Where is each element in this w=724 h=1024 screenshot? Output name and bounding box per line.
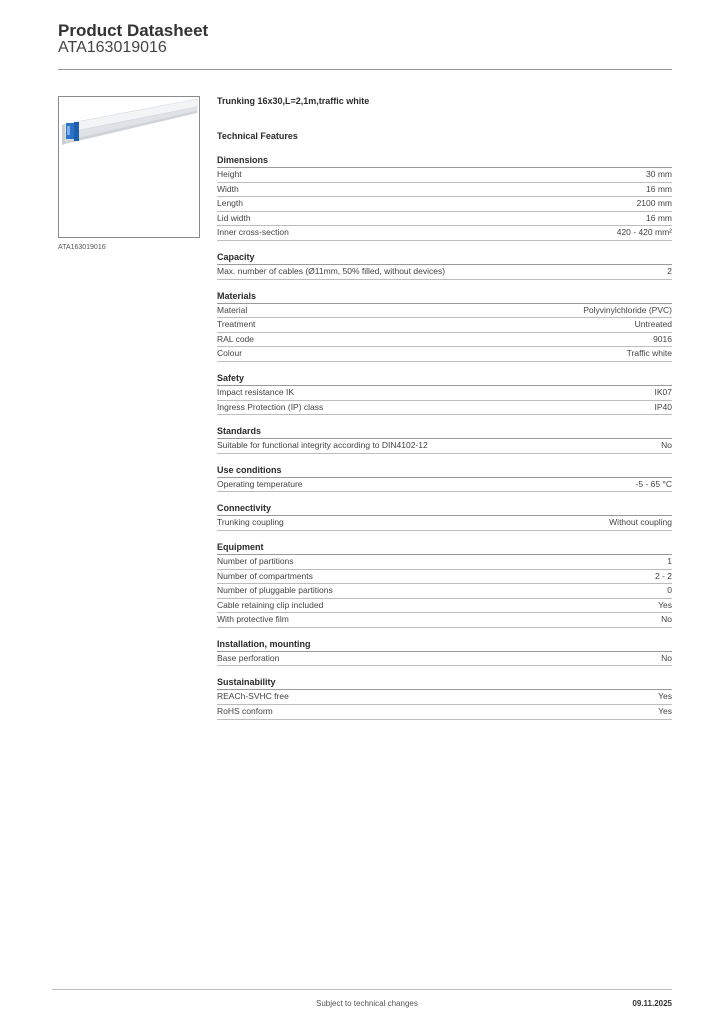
section-title: Connectivity <box>217 502 672 516</box>
spec-value: 420 - 420 mm² <box>616 227 672 238</box>
spec-value: -5 - 65 °C <box>635 478 672 489</box>
spec-row <box>217 652 672 667</box>
feature-sections <box>217 154 672 720</box>
spec-row <box>217 705 672 720</box>
features-heading: Technical Features <box>217 131 298 141</box>
spec-value: 9016 <box>653 333 672 344</box>
spec-label: Lid width <box>217 212 251 223</box>
section-title: Installation, mounting <box>217 638 672 652</box>
spec-value: Yes <box>658 691 672 702</box>
spec-row <box>217 168 672 183</box>
spec-label: Number of partitions <box>217 555 294 566</box>
section-title: Equipment <box>217 541 672 555</box>
spec-label: Width <box>217 183 239 194</box>
spec-value: 0 <box>667 585 672 596</box>
spec-value: IK07 <box>654 386 672 397</box>
spec-row <box>217 478 672 493</box>
section-title: Sustainability <box>217 676 672 690</box>
section-installation-mounting <box>217 638 672 667</box>
section-sustainability <box>217 676 672 719</box>
spec-row <box>217 304 672 319</box>
footer-note: Subject to technical changes <box>316 999 418 1008</box>
product-code: ATA163019016 <box>58 39 167 56</box>
spec-value: Without coupling <box>609 517 672 528</box>
spec-value: 30 mm <box>646 169 672 179</box>
section-materials <box>217 290 672 362</box>
section-title: Standards <box>217 425 672 439</box>
product-name: Trunking 16x30,L=2,1m,traffic white <box>217 96 370 106</box>
spec-row <box>217 613 672 628</box>
image-caption: ATA163019016 <box>58 244 106 251</box>
spec-row <box>217 584 672 599</box>
spec-row <box>217 318 672 333</box>
section-connectivity <box>217 502 672 531</box>
spec-value: Yes <box>658 706 672 717</box>
section-equipment <box>217 541 672 628</box>
spec-value: No <box>661 614 672 625</box>
spec-row <box>217 570 672 585</box>
page-title: Product Datasheet <box>58 21 209 40</box>
spec-row <box>217 347 672 362</box>
spec-label: With protective film <box>217 614 289 625</box>
spec-label: Operating temperature <box>217 478 303 489</box>
spec-value: Yes <box>658 599 672 610</box>
spec-label: Treatment <box>217 319 256 330</box>
spec-value: No <box>661 440 672 451</box>
spec-row <box>217 226 672 241</box>
section-title: Materials <box>217 290 672 304</box>
spec-row <box>217 333 672 348</box>
spec-label: Ingress Protection (IP) class <box>217 401 324 412</box>
spec-value: 1 <box>667 555 672 566</box>
section-standards <box>217 425 672 454</box>
spec-label: Length <box>217 198 243 209</box>
spec-row <box>217 599 672 614</box>
section-title: Use conditions <box>217 464 672 478</box>
spec-row <box>217 439 672 454</box>
spec-row <box>217 555 672 570</box>
spec-row <box>217 401 672 416</box>
spec-value: Untreated <box>634 319 672 330</box>
spec-row <box>217 690 672 705</box>
spec-value: 16 mm <box>646 183 672 194</box>
section-title: Dimensions <box>217 154 672 168</box>
section-dimensions <box>217 154 672 241</box>
spec-row <box>217 183 672 198</box>
spec-label: Colour <box>217 348 243 359</box>
trunking-illustration <box>59 97 199 237</box>
spec-label: Suitable for functional integrity according to DIN4102-12 <box>217 440 428 451</box>
spec-value: 16 mm <box>646 212 672 223</box>
spec-label: REACh-SVHC free <box>217 691 289 702</box>
section-title: Capacity <box>217 251 672 265</box>
section-capacity <box>217 251 672 280</box>
section-safety <box>217 372 672 415</box>
spec-row <box>217 212 672 227</box>
spec-label: Material <box>217 304 248 315</box>
datasheet-content <box>217 94 672 730</box>
spec-label: Base perforation <box>217 652 280 663</box>
spec-value: Traffic white <box>626 348 672 359</box>
spec-value: 2 - 2 <box>654 570 672 581</box>
spec-value: Polyvinylchloride (PVC) <box>583 304 672 315</box>
section-title: Safety <box>217 372 672 386</box>
product-image <box>58 96 200 238</box>
spec-label: RAL code <box>217 333 255 344</box>
spec-row <box>217 386 672 401</box>
spec-label: Number of compartments <box>217 570 313 581</box>
spec-row <box>217 516 672 531</box>
spec-value: 2 <box>667 265 672 276</box>
spec-label: Number of pluggable partitions <box>217 585 333 596</box>
spec-row <box>217 197 672 212</box>
spec-label: RoHS conform <box>217 706 273 717</box>
section-use-conditions <box>217 464 672 493</box>
spec-label: Cable retaining clip included <box>217 599 324 610</box>
header-divider <box>58 69 672 70</box>
spec-label: Impact resistance IK <box>217 386 295 397</box>
spec-value: 2100 mm <box>636 198 672 209</box>
spec-label: Height <box>217 169 242 179</box>
spec-label: Max. number of cables (Ø11mm, 50% filled, without devices) <box>217 265 446 276</box>
spec-label: Inner cross-section <box>217 227 289 238</box>
spec-value: IP40 <box>654 401 672 412</box>
spec-label: Trunking coupling <box>217 517 284 528</box>
spec-row <box>217 265 672 280</box>
footer-date: 09.11.2025 <box>632 999 672 1008</box>
footer-divider <box>52 989 672 990</box>
spec-value: No <box>661 652 672 663</box>
